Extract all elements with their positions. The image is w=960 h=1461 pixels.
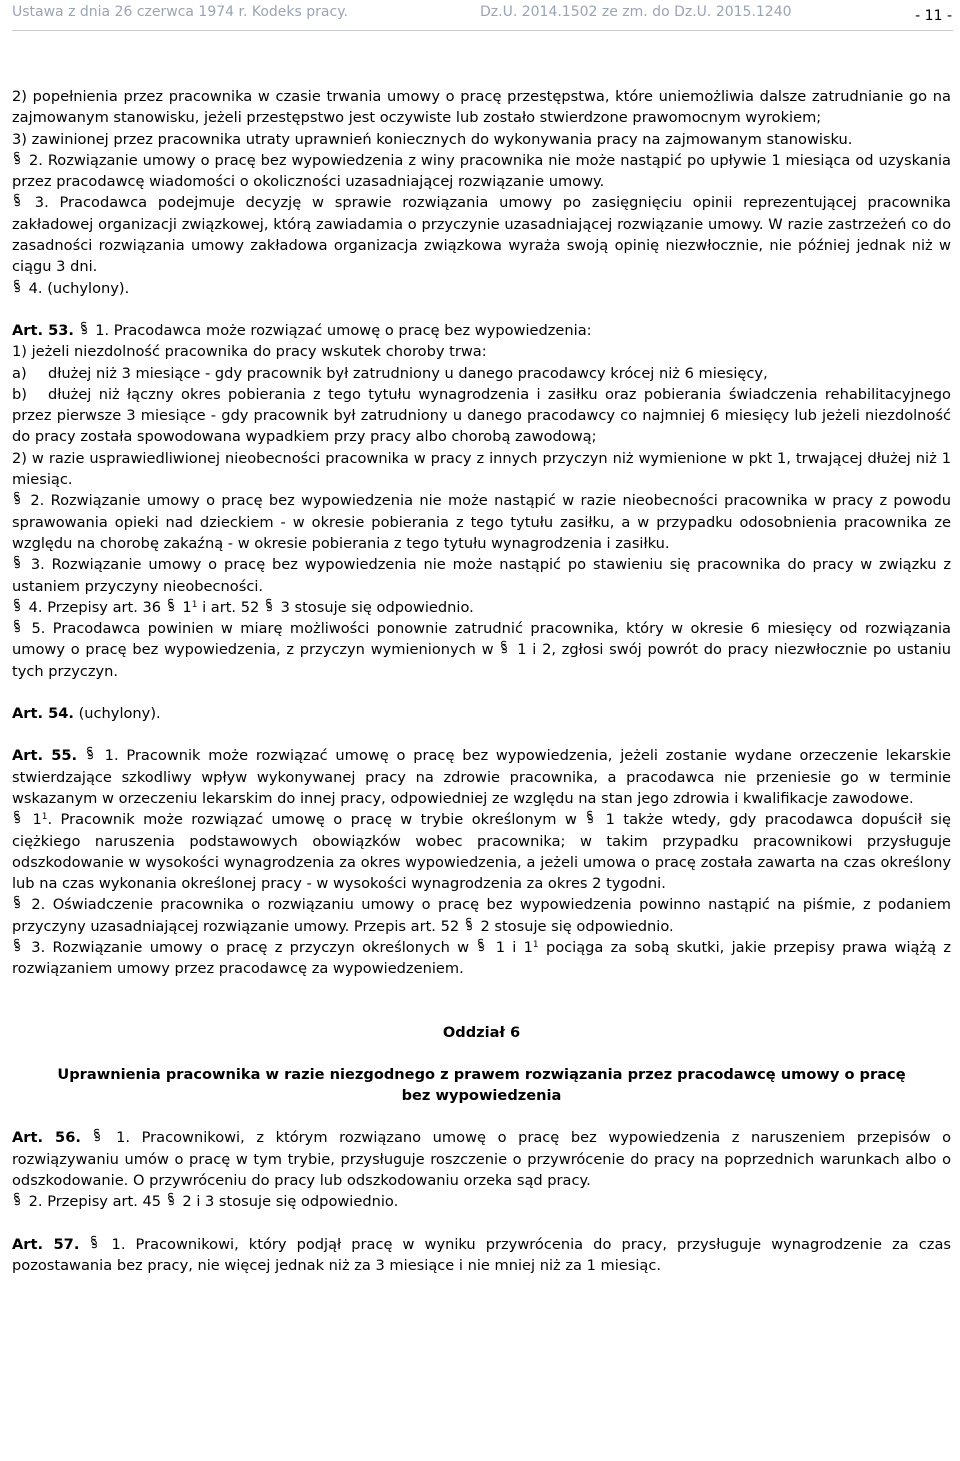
section-sign-icon — [12, 809, 24, 830]
paragraph: $1^1$. Pracownik może rozwiązać umowę o pracę w trybie określonym w 1 także wtedy, gdy pracodawca dopuścił się ciężkiego naruszenia podstawowych obowiązków wobec pracownika; w takim przypadku pracownikowi przysługuje odszkodowanie w wysokości wynagrodzenia za okres wypowiedzenia, a jeżeli umowa o pracę została zawarta na czas określony lub na czas wykonania określonej pracy - w wysokości wynagrodzenia za okres 2 tygodni. — [12, 811, 952, 893]
article-57: Art. 57. 1. Pracownikowi, który podjął pracę w wyniku przywrócenia do pracy, przysługuje wynagrodzenie za czas pozostawania bez pracy, nie więcej jednak niż za 3 miesiące i nie mniej niż za 1 miesiąc. — [12, 1235, 952, 1274]
article-label: Art. 56. — [12, 1129, 81, 1147]
section-sign-icon — [79, 320, 91, 341]
article-label: Art. 55. — [12, 747, 78, 765]
paragraph: 3. Pracodawca podejmuje decyzję w sprawie rozwiązania umowy po zasięgnięciu opinii reprezentującej pracownika zakładowej organizacji związkowej, którą zawiadamia o przyczynie uzasadniającej rozwiązanie umowy. W razie zastrzeżeń co do zasadności rozwiązania umowy zakładowa organizacja związkowa wyraża swoją opinię niezwłocznie, nie później jednak niż w ciągu 3 dni. — [12, 194, 951, 276]
paragraph: 3. Rozwiązanie umowy o pracę bez wypowiedzenia nie może nastąpić po stawieniu się pracownika do pracy w związku z ustaniem przyczyny nieobecności. — [12, 556, 951, 595]
page-header — [0, 0, 960, 46]
section-sign-icon — [476, 937, 488, 958]
paragraph: 2) w razie usprawiedliwionej nieobecności pracownika w pracy z innych przyczyn niż wymienione w pkt 1, trwającej dłużej niż 1 miesiąc. — [12, 449, 951, 489]
section-sign-icon — [166, 597, 178, 618]
section-sign-icon — [92, 1127, 104, 1148]
article-label: Art. 54. — [12, 705, 74, 723]
header-journal-reference: Dz.U. 2014.1502 ze zm. do Dz.U. 2015.1240 — [480, 4, 792, 20]
section-sign-icon — [166, 1191, 178, 1212]
page-number: - 11 - — [915, 8, 952, 24]
article-53: Art. 53. 1. Pracodawca może rozwiązać umowę o pracę bez wypowiedzenia: — [12, 320, 951, 341]
document-body — [12, 86, 951, 1276]
section-sign-icon — [12, 150, 24, 171]
paragraph: 2. Przepisy art. 45 2 i 3 stosuje się odpowiednio. — [12, 1191, 951, 1212]
paragraph: 2. Rozwiązanie umowy o pracę bez wypowiedzenia z winy pracownika nie może nastąpić po upływie 1 miesiąca od uzyskania przez pracodawcę wiadomości o okoliczności uzasadniającej rozwiązanie umowy. — [12, 151, 951, 191]
article-label: Art. 57. — [12, 1235, 80, 1253]
section-sign-icon — [12, 894, 24, 915]
section-sign-icon — [12, 192, 24, 213]
section-sign-icon — [12, 278, 24, 299]
paragraph: 5. Pracodawca powinien w miarę możliwości ponownie zatrudnić pracownika, który w okresie 6 miesięcy od rozwiązania umowy o pracę bez wypowiedzenia, z przyczyn wymienionych w 1 i 2, zgłosi swój powrót do pracy niezwłocznie po ustaniu tych przyczyn. — [12, 620, 952, 680]
paragraph: 2. Rozwiązanie umowy o pracę bez wypowiedzenia nie może nastąpić w razie nieobecności pracownika w pracy z powodu sprawowania opieki nad dzieckiem - w okresie pobierania z tego tytułu zasiłku, a w przypadku odosobnienia pracownika ze względu na chorobę zakaźną - w okresie pobierania z tego tytułu wynagrodzenia i zasiłku. — [12, 492, 952, 552]
section-sign-icon — [12, 554, 24, 575]
paragraph: 1) jeżeli niezdolność pracownika do pracy wskutek choroby trwa: — [12, 343, 487, 361]
article-label: Art. 53. — [12, 321, 74, 339]
paragraph: 2) popełnienia przez pracownika w czasie trwania umowy o pracę przestępstwa, które uniemożliwia dalsze zatrudnianie go na zajmowanym stanowisku, jeżeli przestępstwo jest oczywiste lub zostało stwierdzone prawomocnym wyrokiem; — [12, 88, 951, 127]
paragraph: 3) zawinionej przez pracownika utraty uprawnień koniecznych do wykonywania pracy na zajmowanym stanowisku. — [12, 130, 853, 148]
section-sign-icon — [89, 1234, 101, 1255]
paragraph: a) dłużej niż 3 miesiące - gdy pracownik był zatrudniony u danego pracodawcy krócej niż 6 miesięcy, — [12, 364, 768, 382]
section-sign-icon — [12, 597, 24, 618]
header-rule — [12, 30, 953, 31]
section-sign-icon — [85, 745, 97, 766]
section-sign-icon — [12, 1191, 24, 1212]
paragraph: 4. (uchylony). — [12, 278, 951, 299]
paragraph: 4. Przepisy art. 36 $1^1$ i art. 52 3 stosuje się odpowiednio. — [12, 597, 951, 618]
section-sign-icon — [499, 639, 511, 660]
section-sign-icon — [12, 937, 24, 958]
paragraph: 2. Oświadczenie pracownika o rozwiązaniu umowy o pracę bez wypowiedzenia powinno nastąpić na piśmie, z podaniem przyczyny uzasadniającej rozwiązanie umowy. Przepis art. 52 2 stosuje się odpowiednio. — [12, 894, 951, 937]
article-56: Art. 56. 1. Pracownikowi, z którym rozwiązano umowę o pracę bez wypowiedzenia z naruszeniem przepisów o rozwiązywaniu umów o pracę w tym trybie, przysługuje roszczenie o przywrócenie do pracy na poprzednich warunkach albo o odszkodowanie. O przywróceniu do pracy lub odszkodowaniu orzeka sąd pracy. — [12, 1129, 952, 1190]
section-sign-icon — [12, 490, 24, 511]
article-54: Art. 54. (uchylony). — [12, 705, 161, 723]
paragraph: 3. Rozwiązanie umowy o pracę z przyczyn określonych w 1 i $1^1$ pociąga za sobą skutki, jakie przepisy prawa wiążą z rozwiązaniem umowy przez pracodawcę za wypowiedzeniem. — [12, 938, 952, 978]
section-sign-icon — [12, 618, 24, 639]
division-heading: Oddział 6 — [442, 1023, 521, 1041]
paragraph: b) dłużej niż łączny okres pobierania z tego tytułu wynagrodzenia i zasiłku oraz pobierania świadczenia rehabilitacyjnego przez pierwsze 3 miesiące - gdy pracownik był zatrudniony u danego pracodawcy co najmniej 6 miesięcy lub jeżeli niezdolność do pracy została spowodowana wypadkiem przy pracy albo chorobą zawodową; — [12, 385, 951, 446]
section-sign-icon — [264, 597, 276, 618]
article-55: Art. 55. 1. Pracownik może rozwiązać umowę o pracę bez wypowiedzenia, jeżeli zostanie wydane orzeczenie lekarskie stwierdzające szkodliwy wpływ wykonywanej pracy na zdrowie pracownika, a pracodawca nie przeniesie go w terminie wskazanym w orzeczeniu lekarskim do innej pracy, odpowiedniej ze względu na stan jego zdrowia i kwalifikacje zawodowe. — [12, 747, 952, 807]
section-sign-icon — [464, 916, 476, 937]
division-title: Uprawnienia pracownika w razie niezgodnego z prawem rozwiązania przez pracodawcę umowy o pracę bez wypowiedzenia — [57, 1065, 906, 1105]
section-sign-icon — [585, 809, 597, 830]
header-act-title: Ustawa z dnia 26 czerwca 1974 r. Kodeks pracy. — [12, 4, 348, 20]
